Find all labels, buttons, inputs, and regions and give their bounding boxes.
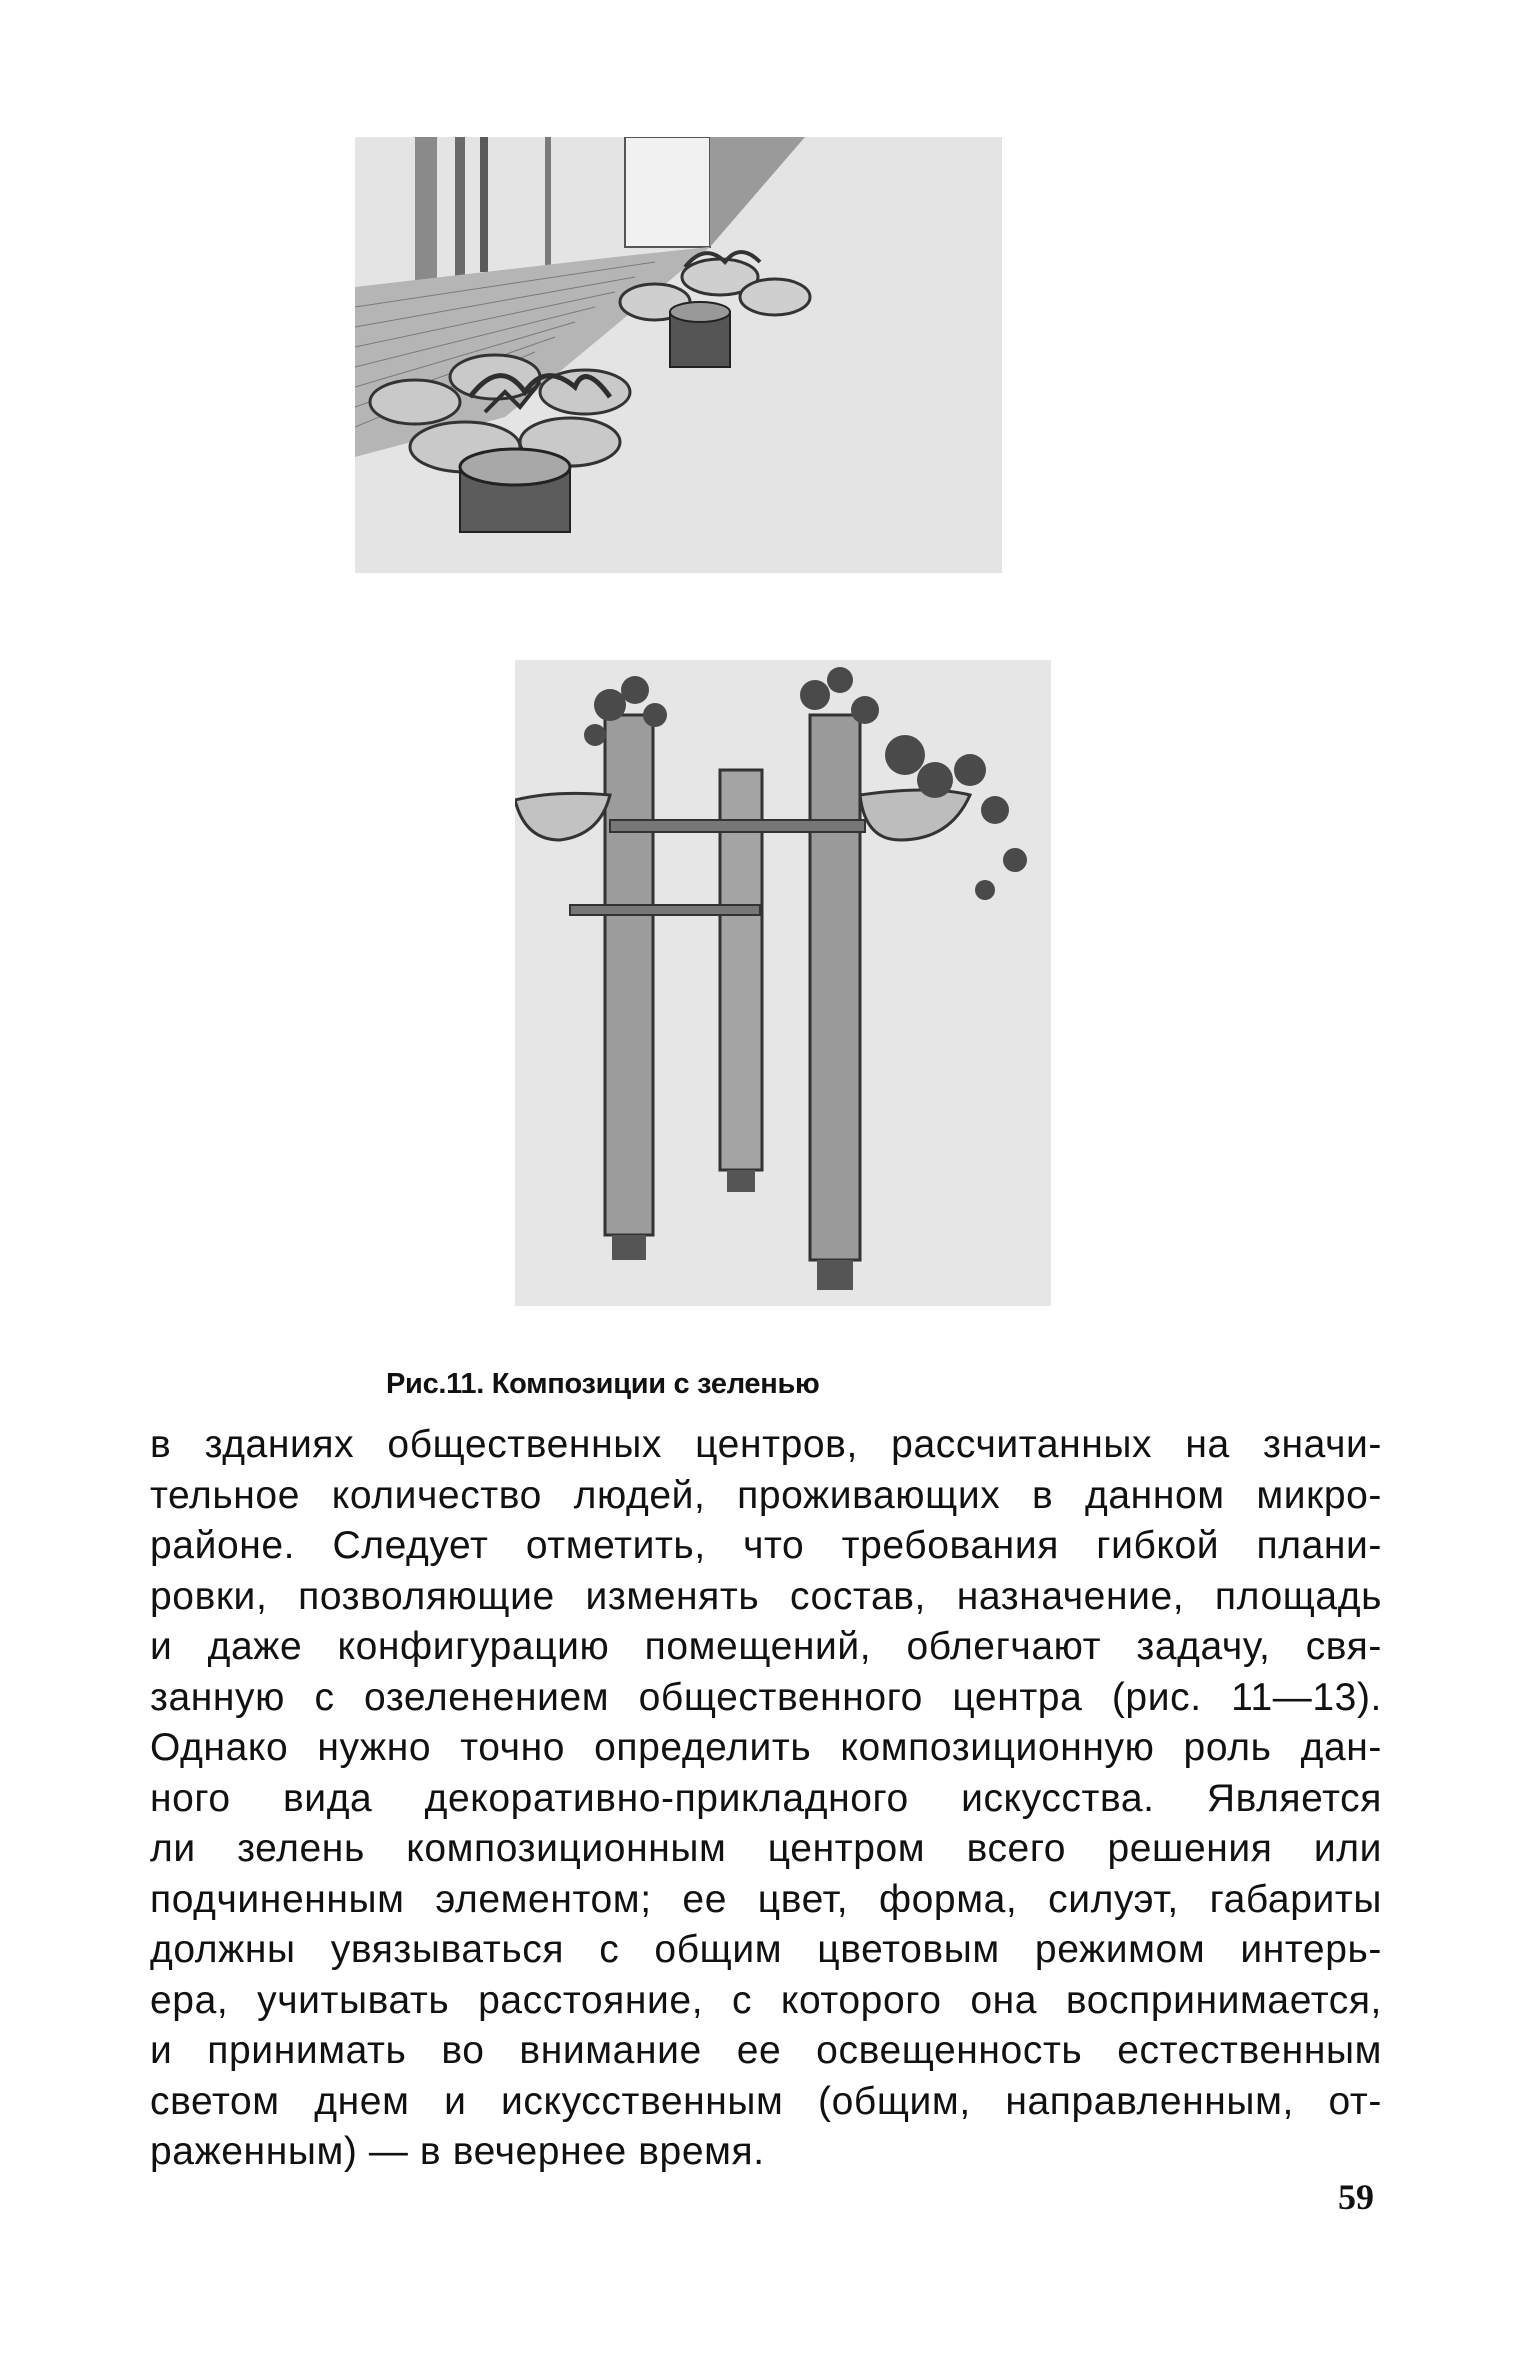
figure-tube-planters — [515, 660, 1051, 1306]
text-line: ровки, позволяющие изменять состав, назначение, площадь — [150, 1574, 1382, 1618]
tube-planters-illustration — [515, 660, 1051, 1306]
text-line: должны увязываться с общим цветовым режимом интерь- — [150, 1928, 1382, 1971]
figure-floor-planters — [355, 137, 1002, 573]
text-line: ного вида декоративно-прикладного искусства. Является — [150, 1776, 1382, 1820]
text-line: и принимать во внимание ее освещенность естественным — [150, 2029, 1382, 2072]
text-line: в зданиях общественных центров, рассчитанных на значи- — [150, 1423, 1382, 1466]
text-line: Однако нужно точно определить композиционную роль дан- — [150, 1726, 1382, 1769]
text-line: светом днем и искусственным (общим, направленным, от- — [150, 2079, 1382, 2123]
page-number: 59 — [1338, 2177, 1374, 2217]
body-paragraph — [150, 1420, 1382, 2178]
text-line: тельное количество людей, проживающих в данном микро- — [150, 1473, 1382, 1517]
text-line: занную с озеленением общественного центра (рис. 11—13). — [150, 1675, 1382, 1719]
text-line: ера, учитывать расстояние, с которого она воспринимается, — [150, 1978, 1382, 2022]
text-line: и даже конфигурацию помещений, облегчают задачу, свя- — [150, 1625, 1382, 1668]
floor-planters-illustration — [355, 137, 1002, 573]
text-line: районе. Следует отметить, что требования гибкой плани- — [150, 1524, 1382, 1567]
text-line: раженным) — в вечернее время. — [150, 2130, 765, 2173]
figure-caption: Рис.11. Композиции с зеленью — [386, 1368, 820, 1400]
text-line: подчиненным элементом; ее цвет, форма, силуэт, габариты — [150, 1877, 1382, 1921]
text-line: ли зелень композиционным центром всего решения или — [150, 1827, 1382, 1870]
